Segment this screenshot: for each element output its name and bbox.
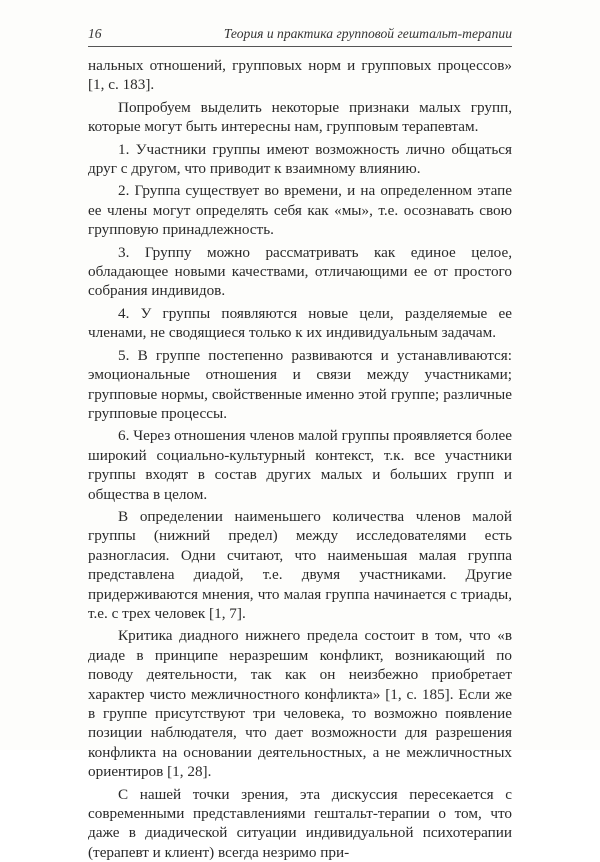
paragraph: нальных отношений, групповых норм и групповых процессов» [1, с. 183]. bbox=[88, 57, 512, 94]
list-item: 3. Группу можно рассматривать как единое целое, обладающее новыми качествами, отличающими ее от простого собрания индивидов. bbox=[88, 243, 512, 300]
paragraph: Попробуем выделить некоторые признаки малых групп, которые могут быть интересны нам, групповым терапевтам. bbox=[88, 98, 512, 136]
list-item: 1. Участники группы имеют возможность лично общаться друг с другом, что приводит к взаимному влиянию. bbox=[88, 140, 512, 178]
list-item: 4. У группы появляются новые цели, разделяемые ее членами, не сводящиеся только к их индивидуальным задачам. bbox=[88, 304, 512, 342]
list-item: 5. В группе постепенно развиваются и устанавливаются: эмоциональные отношения и связи между участниками; групповые нормы, свойственные именно этой группе; различные групповые процессы. bbox=[88, 346, 512, 422]
running-title: Теория и практика групповой гештальт-терапии bbox=[223, 26, 512, 41]
page-number: 16 bbox=[88, 26, 102, 41]
paragraph: С нашей точки зрения, эта дискуссия пересекается с современными представлениями гештальт-терапии о том, что даже в диадической ситуации индивидуальной психотерапии (терапевт и клиент) всегда незримо при- bbox=[88, 785, 512, 861]
list-item: 6. Через отношения членов малой группы проявляется более широкий социально-культурный контекст, т.к. все участники группы входят в состав других малых и больших групп и общества в целом. bbox=[88, 427, 512, 503]
body-text bbox=[88, 56, 512, 862]
list-item: 2. Группа существует во времени, и на определенном этапе ее члены могут определять себя как «мы», т.е. осознавать свою групповую принадлежность. bbox=[88, 182, 512, 239]
page-header bbox=[88, 24, 512, 47]
paragraph: Критика диадного нижнего предела состоит в том, что «в диаде в принципе неразрешим конфликт, возникающий по поводу деятельности, так как он неизбежно приобретает характер чисто межличностного конфликта» [1, с. 185]. Если же в группе присутствуют три человека, то возможно появление позиции наблюдателя, что дает возможности для разрешения конфликта на основании деятельностных, а не межличностных ориентиров [1, 28]. bbox=[88, 627, 512, 781]
paragraph: В определении наименьшего количества членов малой группы (нижний предел) между исследователями есть разногласия. Одни считают, что наименьшая малая группа представлена диадой, т.е. двумя участниками. Другие придерживаются мнения, что малая группа начинается с триады, т.е. с трех человек [1, 7]. bbox=[88, 507, 512, 622]
